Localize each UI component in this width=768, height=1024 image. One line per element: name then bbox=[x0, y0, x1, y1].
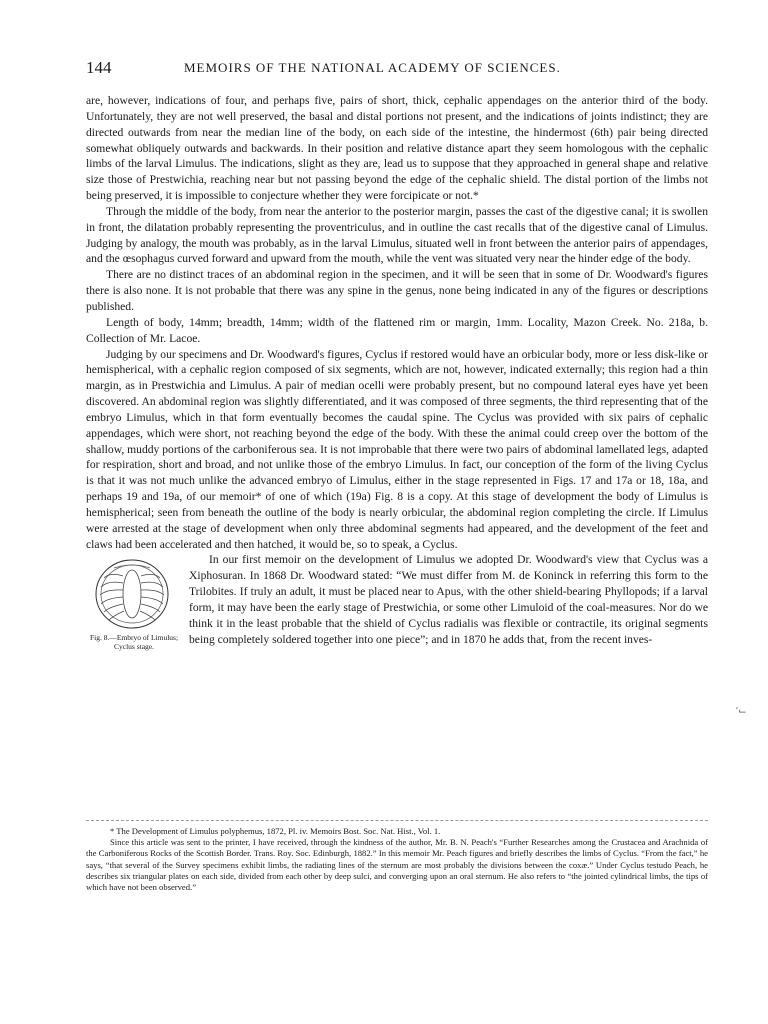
figure-caption: Fig. 8.—Embryo of Limulus; Cyclus stage. bbox=[89, 633, 179, 651]
paragraph: Length of body, 14mm; breadth, 14mm; width of the flattened rim or margin, 1mm. Locality, Mazon Creek. No. 218a, b. Collection of Mr. Lacoe. bbox=[86, 315, 708, 345]
footnote: * The Development of Limulus polyphemus, 1872, Pl. iv. Memoirs Bost. Soc. Nat. Hist., Vol. 1. bbox=[110, 826, 441, 836]
page-number: 144 bbox=[86, 58, 112, 77]
body-text bbox=[86, 93, 708, 651]
paragraph: are, however, indications of four, and perhaps five, pairs of short, thick, cephalic appendages on the anterior third of the body. Unfortunately, they are not well preserved, the basal and distal portions not present, and the indications of joints indistinct; they are directed outwards from near the median line of the body, on each side of the intestine, the hindermost (6th) pair being directed somewhat obliquely outwards and backwards. In their position and relative distance apart they seem homologous with the cephalic limbs of the larval Limulus. The indications, slight as they are, lead us to suppose that they approached in general shape and relative size those of Prestwichia, reaching near but not passing beyond the edge of the cephalic shield. The distal portion of the limbs not being preserved, it is impossible to conjecture whether they were forcipicate or not.* bbox=[86, 94, 708, 203]
paragraph: Judging by our specimens and Dr. Woodward's figures, Cyclus if restored would have an orbicular body, more or less disk-like or hemispherical, with a cephalic region composed of six segments, which are not, however, indicated externally; this region had a thin margin, as in Prestwichia and Limulus. A pair of median ocelli were probably present, but no compound lateral eyes have yet been discovered. An abdominal region was slightly differentiated, and it was composed of three segments, the third representing that of the embryo Limulus, which in that form eventually becomes the caudal spine. The Cyclus was provided with six pairs of cephalic appendages, which were short, not reaching beyond the edge of the body. With these the animal could creep over the bottom of the shallow, muddy portions of the carboniferous sea. It is not improbable that there were two pairs of abdominal lamellated legs, adapted for respiration, short and broad, and not unlike those of the embryo Limulus. In fact, our conception of the form of the living Cyclus is that it was not much unlike the advanced embryo of Limulus, either in the stage represented in Figs. 17 and 17a or 18, 18a, and perhaps 19 and 19a, of our memoir* of one of which (19a) Fig. 8 is a copy. At this stage of development the body of Limulus is hemispherical; seen from beneath the outline of the body is nearly orbicular, the abdominal region completing the circle. If Limulus were arrested at the stage of development when only three abdominal segments had appeared, and the development of the feet and claws had been accelerated and then hatched, it would be, so to speak, a Cyclus. bbox=[86, 347, 708, 551]
figure-8 bbox=[86, 554, 183, 651]
paragraph: In our first memoir on the development of Limulus we adopted Dr. Woodward's view that Cyclus was a Xiphosuran. In 1868 Dr. Woodward stated: “We must differ from M. de Koninck in referring this form to the Trilobites. If truly an adult, it must be placed near to Apus, with the other shield-bearing Phyllopods; if a larval form, it may have been the early stage of Prestwichia, or some other Limuloid of the coal-measures. Nor do we think it in the least probable that the shield of Cyclus radialis was flexible or contractile, its original segments being completely soldered together into one piece”; and in 1870 he adds that, from the recent inves- bbox=[189, 553, 708, 646]
footnote: Since this article was sent to the printer, I have received, through the kindness of the author, Mr. B. N. Peach's “Further Researches among the Crustacea and Arachnida of the Carboniferous Rocks of the Scottish Border. Trans. Roy. Soc. Edinburgh, 1882.” In this memoir Mr. Peach figures and briefly describes the limbs of Cyclus. “From the fact,” he says, “that several of the Survey specimens exhibit limbs, the radiating lines of the sternum are most probably the divisions between the coxæ.” Under Cyclus testudo Peach, he describes six triangular plates on each side, divided from each other by deep sulci, and converging upon an oral sternum. He also refers to “the jointed cylindrical limbs, the tips of which have not been observed.” bbox=[86, 837, 708, 893]
page-header bbox=[86, 58, 708, 78]
limulus-embryo-illustration bbox=[92, 556, 172, 632]
footnote-divider bbox=[86, 820, 708, 821]
running-title: MEMOIRS OF THE NATIONAL ACADEMY OF SCIENCES. bbox=[184, 60, 561, 75]
paragraph: Through the middle of the body, from near the anterior to the posterior margin, passes the cast of the digestive canal; it is swollen in front, the dilatation probably representing the proventriculus, and in outline the cast recalls that of the digestive canal of Limulus. Judging by analogy, the mouth was probably, as in the larval Limulus, situated well in front between the anterior pairs of appendages, and the œsophagus curved forward and upward from the mouth, while the vent was situated very near the hinder edge of the body. bbox=[86, 204, 708, 266]
footnotes bbox=[86, 826, 708, 893]
paragraph: There are no distinct traces of an abdominal region in the specimen, and it will be seen that in some of Dr. Woodward's figures there is also none. It is not probable that there was any spine in the genus, none being indicated in any of the figures or descriptions published. bbox=[86, 268, 708, 313]
margin-mark: ′⌙ bbox=[736, 706, 747, 717]
